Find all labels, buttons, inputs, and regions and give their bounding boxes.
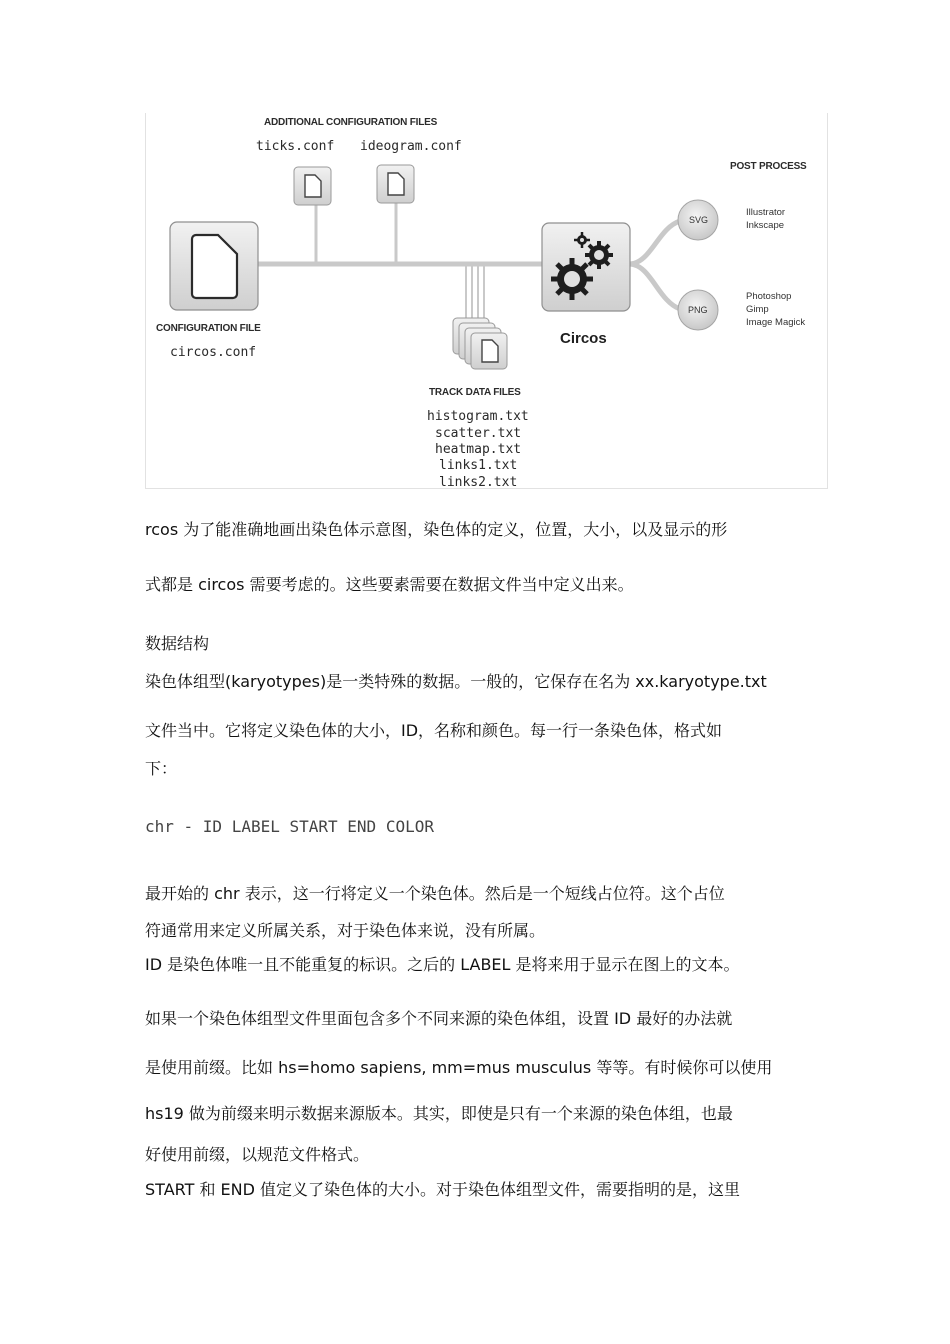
format-code-line: chr - ID LABEL START END COLOR — [145, 817, 434, 836]
paragraph-line: 式都是 circos 需要考虑的。这些要素需要在数据文件当中定义出来。 — [145, 575, 634, 594]
configuration-file-title: CONFIGURATION FILE — [156, 323, 261, 334]
track-data-title: TRACK DATA FILES — [429, 387, 521, 398]
paragraph-line: 最开始的 chr 表示，这一行将定义一个染色体。然后是一个短线占位符。这个占位 — [145, 884, 725, 903]
svg-text:SVG: SVG — [689, 215, 709, 225]
track-data-files-icon — [453, 318, 507, 369]
paragraph-line: 如果一个染色体组型文件里面包含多个不同来源的染色体组，设置 ID 最好的办法就 — [145, 1009, 733, 1028]
track-file-3: heatmap.txt — [435, 442, 522, 457]
section-heading: 数据结构 — [145, 634, 210, 653]
paragraph-line: 染色体组型(karyotypes)是一类特殊的数据。一般的，它保存在名为 xx.karyotype.txt — [145, 672, 767, 691]
post-process-title: POST PROCESS — [730, 161, 807, 172]
paragraph-line: 文件当中。它将定义染色体的大小，ID，名称和颜色。每一行一条染色体，格式如 — [145, 721, 723, 740]
ticks-file-icon — [294, 167, 331, 205]
ideogram-conf-label: ideogram.conf — [360, 139, 462, 154]
additional-config-title: ADDITIONAL CONFIGURATION FILES — [264, 117, 438, 128]
png-output-badge — [678, 290, 718, 330]
circos-label: Circos — [560, 330, 607, 347]
circos-conf-label: circos.conf — [170, 345, 257, 360]
track-file-1: histogram.txt — [427, 409, 529, 424]
paragraph-line: rcos 为了能准确地画出染色体示意图，染色体的定义，位置，大小，以及显示的形 — [145, 520, 728, 539]
circos-engine-icon — [542, 223, 630, 311]
gear-icon — [585, 241, 613, 269]
paragraph-line: 符通常用来定义所属关系，对于染色体来说，没有所属。 — [145, 921, 546, 940]
paragraph-line: hs19 做为前缀来明示数据来源版本。其实，即使是只有一个来源的染色体组，也最 — [145, 1104, 733, 1123]
png-app-1: Photoshop — [746, 291, 792, 302]
svg-text:PNG: PNG — [688, 305, 708, 315]
png-app-3: Image Magick — [746, 317, 806, 328]
paragraph-line: ID 是染色体唯一且不能重复的标识。之后的 LABEL 是将来用于显示在图上的文本。 — [145, 955, 740, 974]
paragraph-line: 下： — [145, 759, 178, 778]
paragraph-line: START 和 END 值定义了染色体的大小。对于染色体组型文件，需要指明的是，这里 — [145, 1180, 741, 1199]
gear-icon — [551, 258, 593, 300]
track-file-5: links2.txt — [439, 475, 518, 489]
ideogram-file-icon — [377, 165, 414, 203]
circos-workflow-figure — [145, 113, 828, 489]
ticks-conf-label: ticks.conf — [256, 139, 335, 154]
paragraph-line: 是使用前缀。比如 hs=homo sapiens, mm=mus musculus 等等。有时候你可以使用 — [145, 1058, 773, 1077]
track-file-4: links1.txt — [439, 458, 518, 473]
workflow-diagram — [146, 113, 829, 489]
paragraph-line: 好使用前缀，以规范文件格式。 — [145, 1145, 370, 1164]
png-app-2: Gimp — [746, 304, 769, 315]
track-file-2: scatter.txt — [435, 426, 522, 441]
configuration-file-icon — [170, 222, 258, 310]
svg-output-badge — [678, 200, 718, 240]
